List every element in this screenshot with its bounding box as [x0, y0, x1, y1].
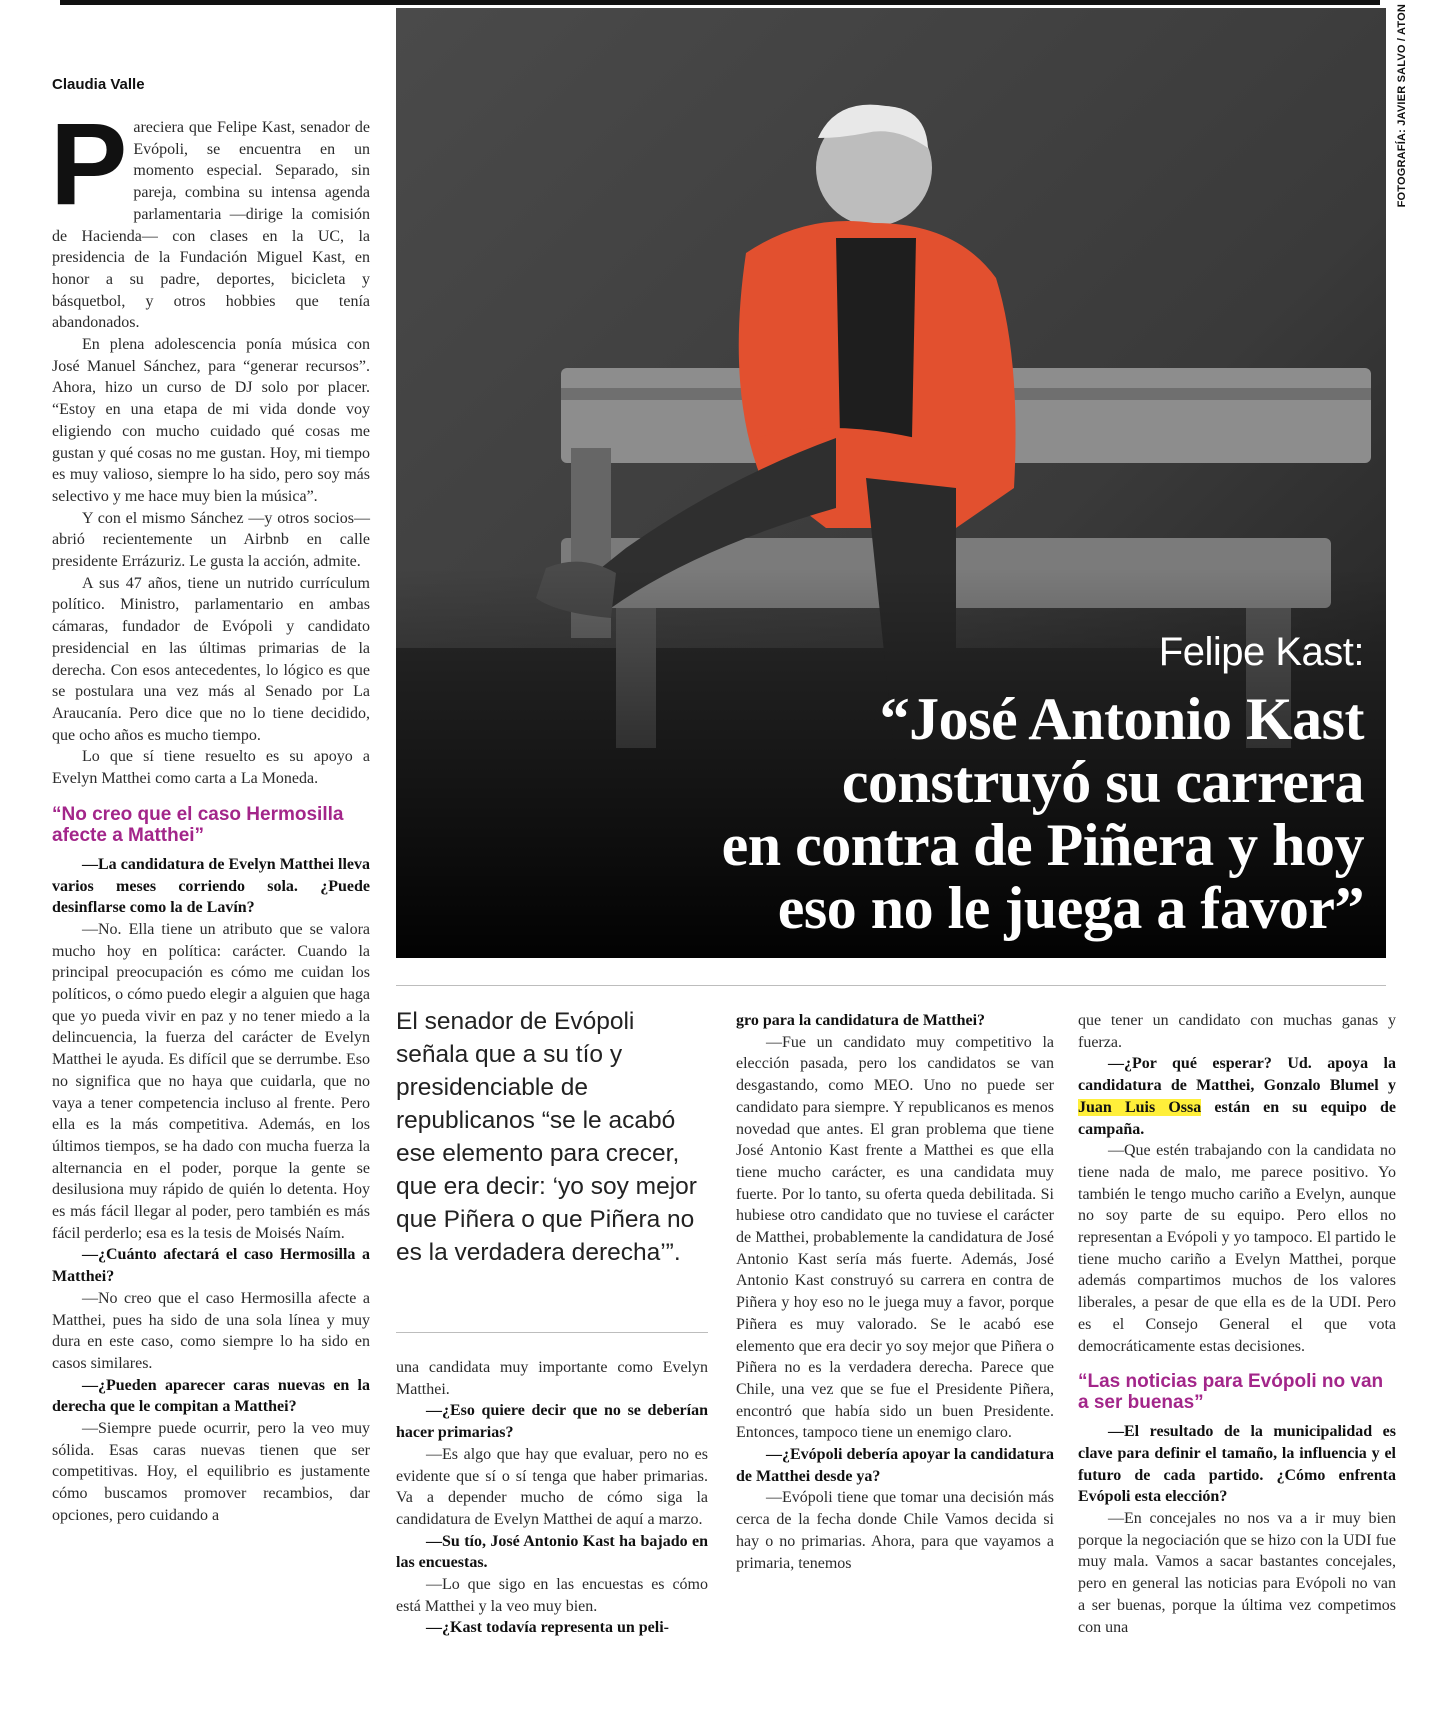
question: —La candidatura de Evelyn Matthei lleva varios meses corriendo sola. ¿Puede desinflarse como la de Lavín? [52, 855, 370, 917]
answer: —Siempre puede ocurrir, pero la veo muy sólida. Esas caras nuevas tienen que ser competitivas. Hoy, el equilibrio es justamente cómo buscamos promover recambios, dar opciones, pero cuidando a [52, 1420, 370, 1524]
answer: —Lo que sigo en las encuestas es cómo está Matthei y la veo muy bien. [396, 1576, 708, 1615]
question: gro para la candidatura de Matthei? [736, 1012, 986, 1029]
headline-line: “José Antonio Kast [879, 686, 1364, 752]
question [1078, 1053, 1396, 1140]
question: —¿Pueden aparecer caras nuevas en la derecha que le compitan a Matthei? [52, 1376, 370, 1416]
drop-cap: P [50, 99, 128, 229]
paragraph: A sus 47 años, tiene un nutrido currículum político. Ministro, parlamentario en ambas cámaras, fundador de Evópoli y candidato presidencial en las últimas primarias de la derecha. Con esos antecedentes, lo lógico es que se postulara una vez más al Senado por La Araucanía. Pero dice que no lo tiene decidido, que ocho años es mucho tiempo. [52, 574, 370, 744]
column-4 [1078, 1010, 1396, 1638]
hero-photo [396, 8, 1386, 958]
divider [396, 985, 1386, 986]
column-3 [736, 1010, 1054, 1574]
headline-kicker: Felipe Kast: [1158, 630, 1364, 674]
answer: —Fue un candidato muy competitivo la elección pasada, pero los candidatos se van desgastando, como MEO. Uno no puede ser candidato para siempre. Y republicanos es menos novedad que antes. El gran problema que tiene José Antonio Kast frente a Matthei es que ella tiene mucho carácter, es una candidata muy fuerte. Por lo tanto, su oferta queda debilitada. Si hubiese otro candidato que no tuviese el carácter de Matthei, probablemente la candidatura de José Antonio Kast sería más fuerte. Además, José Antonio Kast construyó su carrera en contra de Piñera y hoy eso no le juega muy a favor, porque Piñera es muy valorado. Se le acabó ese elemento que era decir yo soy mejor que Piñera o Piñera no es la verdadera derecha. Parece que Chile, una vez que se fue el Presidente Piñera, encontró que había sido un buen Presidente. Entonces, tampoco tiene un enemigo claro. [736, 1033, 1054, 1442]
answer: —Evópoli tiene que tomar una decisión más cerca de la fecha donde Chile Vamos decida si hay o no primarias. Ahora, para que vayamos a primaria, tenemos [736, 1489, 1054, 1572]
paragraph: Lo que sí tiene resuelto es su apoyo a Evelyn Matthei como carta a La Moneda. [52, 748, 370, 788]
answer: —Es algo que hay que evaluar, pero no es evidente que sí o sí tenga que haber primarias. Va a depender mucho de cómo siga la candidatura de Evelyn Matthei de aquí a marzo. [396, 1445, 708, 1528]
question-text: —¿Por qué esperar? Ud. apoya la candidatura de Matthei, Gonzalo Blumel y [1078, 1055, 1396, 1095]
column-1 [50, 99, 370, 1527]
byline: Claudia Valle [52, 76, 145, 93]
answer: —No. Ella tiene un atributo que se valora mucho hoy en política: carácter. Cuando la principal preocupación es cómo me cuidan los políticos, o cómo puedo elegir a alguien que haga que yo pueda vivir en paz y no tener miedo a la delincuencia, la fuerza del carácter de Evelyn Matthei le ayuda. Es difícil que se derrumbe. Eso no significa que no haya que cuidarla, que no vaya a tener competencia incluso al frente. Pero ella es la más competitiva. Además, en los últimos tiempos, se ha dado con mucha fuerza la alternancia en el poder, porque la gente se desilusiona muy rápido de quién lo detenta. Hoy es más fácil llegar al poder, pero también es más fácil perderlo; esa es la tesis de Moisés Naím. [52, 920, 370, 1242]
question: —¿Kast todavía representa un peli- [426, 1619, 669, 1637]
headline [404, 688, 1364, 940]
headline-line: en contra de Piñera y hoy [721, 812, 1364, 878]
paragraph: que tener un candidato con muchas ganas y fuerza. [1078, 1012, 1396, 1051]
question: —¿Cuánto afectará el caso Hermosilla a Matthei? [52, 1246, 370, 1286]
headline-line: eso no le juega a favor” [777, 875, 1364, 941]
answer: —En concejales no nos va a ir muy bien porque la negociación que se hizo con la UDI fue muy mala. Vamos a sacar bastantes concejales, pero en general las noticias para Evópoli no van a ser buenas, porque la última vez competimos con una [1078, 1510, 1396, 1636]
photo-credit: FOTOGRAFÍA: JAVIER SALVO / ATON [1396, 4, 1408, 208]
paragraph: Y con el mismo Sánchez —y otros socios— abrió recientemente un Airbnb en calle presidente Errázuriz. Le gusta la acción, admite. [52, 509, 370, 571]
subheading: “No creo que el caso Hermosilla afecte a Matthei” [52, 803, 344, 846]
paragraph: areciera que Felipe Kast, senador de Evópoli, se encuentra en un momento especial. Separado, sin pareja, combina su intensa agenda parlamentaria —dirige la comisión de Hacienda— con clases en la UC, la presidencia de la Fundación Miguel Kast, en honor a su padre, deportes, bicicleta y básquetbol, y otros hobbies que tenía abandonados. [52, 119, 370, 332]
question: —Su tío, José Antonio Kast ha bajado en las encuestas. [396, 1532, 708, 1572]
subheading: “Las noticias para Evópoli no van a ser buenas” [1078, 1371, 1384, 1414]
answer: —Que estén trabajando con la candidata no tiene nada de malo, me parece positivo. Yo también le tengo mucho cariño a Evelyn, aunque no soy parte de su equipo. Pero ellos no representan a Evópoli y yo tampoco. El partido le tiene mucho cariño a Evelyn Matthei, porque además compartimos muchos de los valores liberales, a pesar de que ella es de la UDI. Pero es el Consejo General el que vota democráticamente estas decisiones. [1078, 1142, 1396, 1355]
photo-credit-wrap [1392, 4, 1412, 214]
question: —¿Eso quiere decir que no se deberían hacer primarias? [396, 1402, 708, 1442]
paragraph: En plena adolescencia ponía música con José Manuel Sánchez, para “generar recursos”. Ahora, hizo un curso de DJ solo por placer. “Estoy en una etapa de mi vida donde voy eligiendo con mucho cuidado qué cosas me gustan y qué cosas no me gustan. Hoy, mi tiempo es muy valioso, siempre lo ha sido, pero soy más selectivo y me hace muy bien la música”. [52, 336, 370, 505]
question: —¿Evópoli debería apoyar la candidatura de Matthei desde ya? [736, 1446, 1054, 1485]
column-2 [396, 1357, 708, 1639]
headline-line: construyó su carrera [841, 749, 1364, 815]
pull-quote: El senador de Evópoli señala que a su tío y presidenciable de republicanos “se le acabó ese elemento para crecer, que era decir: ‘yo soy mejor que Piñera o que Piñera no es la verdadera derecha’”. [396, 1008, 697, 1266]
highlighted-name: Juan Luis Ossa [1078, 1098, 1202, 1116]
question-text: están en su equipo de campaña. [1078, 1098, 1397, 1138]
divider [396, 1332, 708, 1333]
paragraph: una candidata muy importante como Evelyn Matthei. [396, 1359, 708, 1398]
question: —El resultado de la municipalidad es clave para definir el tamaño, la influencia y el futuro de cada partido. ¿Cómo enfrenta Evópoli esta elección? [1078, 1423, 1396, 1506]
answer: —No creo que el caso Hermosilla afecte a Matthei, pues ha sido de una sola línea y muy dura en este caso, como siempre lo ha sido en casos similares. [52, 1289, 370, 1372]
top-rule [60, 0, 1380, 5]
